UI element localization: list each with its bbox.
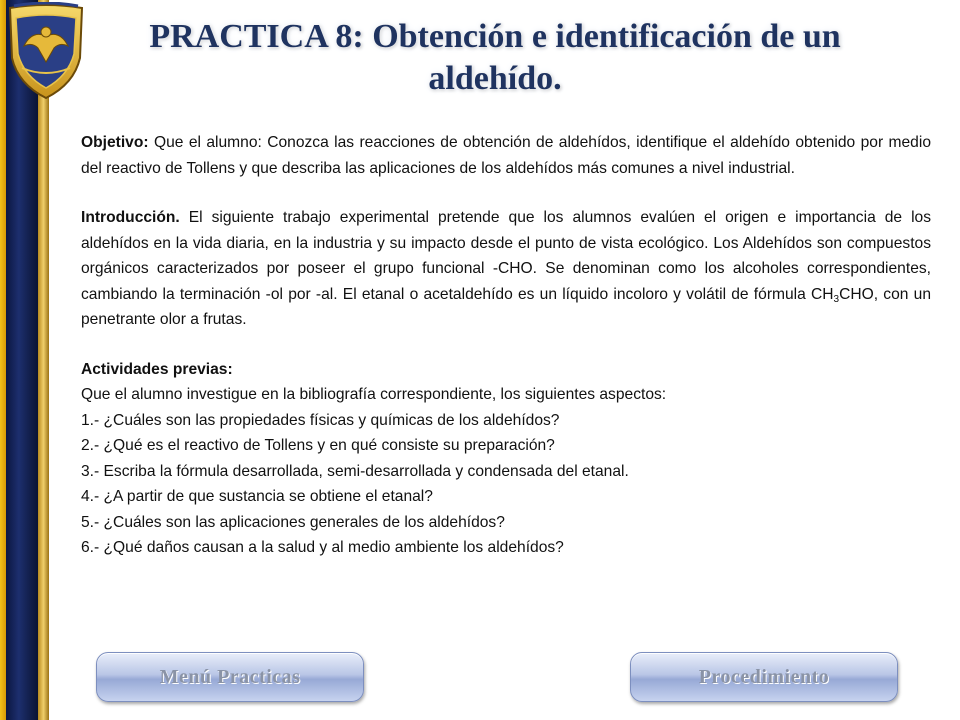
- procedimiento-label: Procedimiento: [698, 665, 830, 688]
- activity-item: 6.- ¿Qué daños causan a la salud y al medio ambiente los aldehídos?: [81, 539, 564, 556]
- content-area: [81, 130, 931, 561]
- objective-text: Que el alumno: Conozca las reacciones de obtención de aldehídos, identifique el aldehído obtenido por medio del reactivo de Tollens y que describa las aplicaciones de los aldehídos más comunes a nivel industrial.: [81, 134, 931, 177]
- objective-label: Objetivo:: [81, 134, 149, 151]
- spacer: [81, 181, 931, 205]
- activity-item: 2.- ¿Qué es el reactivo de Tollens y en qué consiste su preparación?: [81, 437, 555, 454]
- page-title: PRACTICA 8: Obtención e identificación de un aldehído.: [149, 18, 841, 97]
- menu-practicas-button[interactable]: [96, 652, 364, 702]
- introduction-label: Introducción.: [81, 209, 180, 226]
- activity-item: 3.- Escriba la fórmula desarrollada, semi-desarrollada y condensada del etanal.: [81, 462, 629, 480]
- spacer: [81, 333, 931, 357]
- activity-item: 4.- ¿A partir de que sustancia se obtiene el etanal?: [81, 488, 433, 505]
- objective-paragraph: [81, 130, 931, 181]
- activity-item: 1.- ¿Cuáles son las propiedades físicas y químicas de los aldehídos?: [81, 411, 560, 429]
- introduction-text: El siguiente trabajo experimental pretende que los alumnos evalúen el origen e importancia de los aldehídos en la vida diaria, en la industria y su impacto desde el punto de vista ecológico. Los Aldehídos son compuestos orgánicos caracterizados por poseer el grupo funcional -CHO. Se denominan como los alcoholes correspondientes, cambiando la terminación -ol por -al. El etanal o acetaldehído es un líquido incoloro y volátil de fórmula CH: [81, 209, 931, 303]
- introduction-text-end: CHO, con un penetrante olor a frutas.: [81, 285, 931, 328]
- activities-list: [81, 408, 931, 561]
- activity-item: 5.- ¿Cuáles son las aplicaciones generales de los aldehídos?: [81, 513, 505, 531]
- activities-intro: Que el alumno investigue en la bibliografía correspondiente, los siguientes aspectos:: [81, 386, 667, 403]
- institution-emblem-icon: [2, 2, 90, 102]
- menu-practicas-label: Menú Practicas: [159, 665, 301, 688]
- sidebar-stripe-gold: [38, 0, 49, 720]
- introduction-paragraph: [81, 205, 931, 333]
- activities-label: Actividades previas:: [81, 360, 233, 378]
- sidebar-stripe-navy: [6, 0, 38, 720]
- formula-subscript: 3: [833, 293, 840, 305]
- procedimiento-button[interactable]: [630, 652, 898, 702]
